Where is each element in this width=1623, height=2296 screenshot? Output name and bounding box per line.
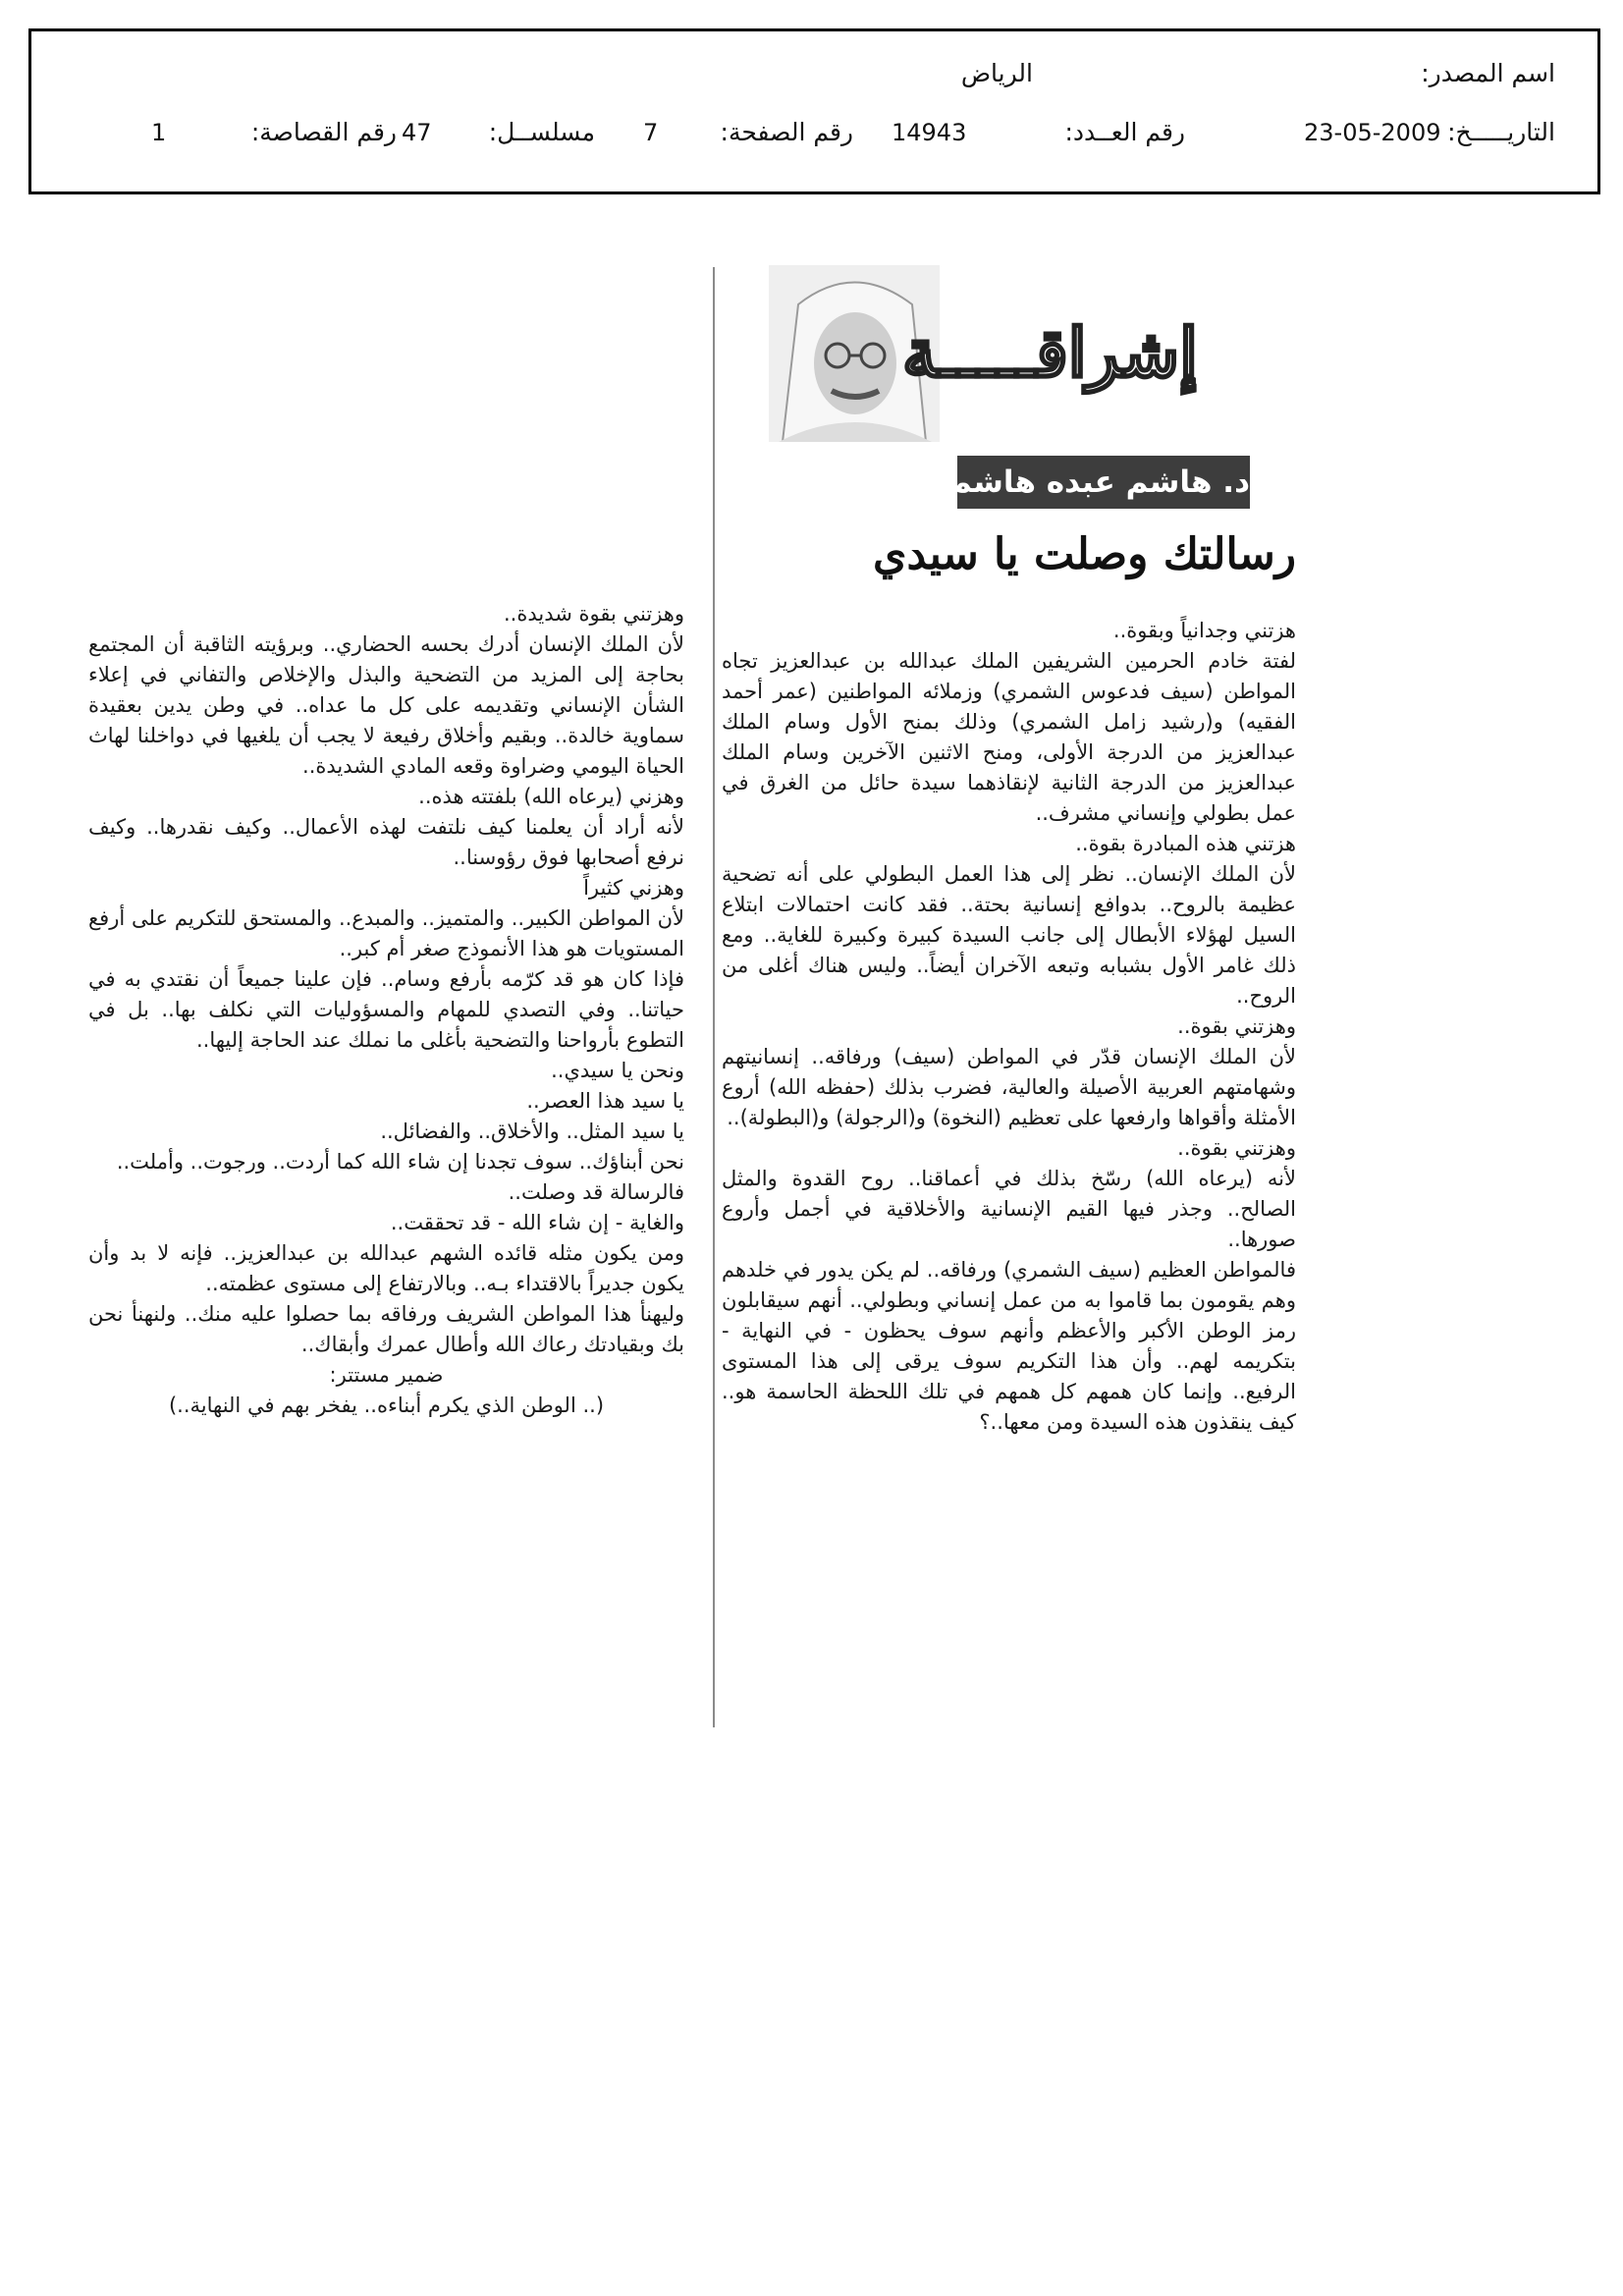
paragraph: لأن الملك الإنسان أدرك بحسه الحضاري.. وبرؤيته الثاقبة أن المجتمع بحاجة إلى المزيد من التضحية والبذل والإخلاص والتفاني في إعلاء الشأن الإنساني وتقديمه على كل ما عداه.. في وطن يدين بعقيدة سماوية خالدة.. وبقيم وأخلاق رفيعة لا يجب أن يلغيها في دواخلنا لهاث الحياة اليومي وضراوة وقعه المادي الشديدة.. (88, 632, 684, 778)
paragraph: فالرسالة قد وصلت.. (508, 1180, 684, 1204)
issue-label: رقم العــدد: (1064, 118, 1185, 146)
issue-value: 14943 (892, 119, 967, 146)
column-divider (713, 267, 715, 1727)
paragraph: لأن الملك الإنسان قدّر في المواطن (سيف) ورفاقه.. إنسانيتهم وشهامتهم العربية الأصيلة والعالية، فضرب بذلك (حفظه الله) أروع الأمثلة وأقواها وارفعها على تعظيم (النخوة) و(الرجولة) و(البطولة).. (722, 1045, 1296, 1129)
paragraph: لأن المواطن الكبير.. والمتميز.. والمبدع.. والمستحق للتكريم على أرفع المستويات هو هذا الأنموذج صغر أم كبر.. (88, 906, 684, 960)
paragraph: فالمواطن العظيم (سيف الشمري) ورفاقه.. لم يكن يدور في خلدهم وهم يقومون بما قاموا به من عمل إنساني وبطولي.. أنهم سيقابلون رمز الوطن الأكبر والأعظم وأنهم سوف يحظون - في النهاية - بتكريمه لهم.. وأن هذا التكريم سوف يرقى إلى هذا المستوى الرفيع.. وإنما كان همهم كل همهم في تلك اللحظة الحاسمة هو.. كيف ينقذون هذه السيدة ومن معها..؟ (722, 1258, 1296, 1434)
date-label: التاريـــــخ: (1447, 118, 1555, 146)
column-name: إشراقـــــة (902, 314, 1198, 393)
paragraph: ضمير مستتر: (329, 1363, 444, 1387)
paragraph: ونحن يا سيدي.. (551, 1059, 684, 1082)
paragraph: لفتة خادم الحرمين الشريفين الملك عبدالله بن عبدالعزيز تجاه المواطن (سيف فدعوس الشمري) وزملائه المواطنين (عمر أحمد الفقيه) و(رشيد زامل الشمري) وذلك بمنح الأول وسام الملك عبدالعزيز من الدرجة الأولى، ومنح الاثنين الآخرين وسام الملك عبدالعزيز من الدرجة الثانية لإنقاذهما سيدة حائل من الغرق في عمل بطولي وإنساني مشرف.. (722, 649, 1296, 825)
paragraph: يا سيد المثل.. والأخلاق.. والفضائل.. (380, 1120, 684, 1143)
article-title: رسالتك وصلت يا سيدي (873, 529, 1296, 579)
clip-label: رقم القصاصة: (250, 118, 397, 146)
paragraph: نحن أبناؤك.. سوف تجدنا إن شاء الله كما أردت.. ورجوت.. وأملت.. (116, 1150, 684, 1174)
serial-label: مسلســل: (488, 118, 595, 146)
serial-value: 47 (402, 119, 432, 146)
article-column-right (722, 616, 1296, 1438)
paragraph: (.. الوطن الذي يكرم أبناءه.. يفخر بهم في النهاية..) (168, 1394, 605, 1417)
paragraph: وهزتني بقوة.. (1177, 1136, 1296, 1160)
paragraph: هزتني وجدانياً وبقوة.. (1112, 619, 1296, 642)
clipping-info-box (28, 28, 1600, 194)
article-column-left (88, 599, 684, 1421)
paragraph: لأنه أراد أن يعلمنا كيف نلتفت لهذه الأعمال.. وكيف نقدرها.. وكيف نرفع أصحابها فوق رؤوسنا.. (88, 815, 684, 869)
paragraph: والغاية - إن شاء الله - قد تحققت.. (390, 1211, 684, 1234)
paragraph: يا سيد هذا العصر.. (526, 1089, 684, 1113)
paragraph: وهزتني بقوة.. (1177, 1014, 1296, 1038)
clip-value: 1 (151, 119, 167, 146)
paragraph: وهزني (يرعاه الله) بلفتته هذه.. (418, 785, 684, 808)
source-value: الرياض (960, 59, 1033, 87)
paragraph: هزتني هذه المبادرة بقوة.. (1075, 832, 1296, 855)
paragraph: فإذا كان هو قد كرّمه بأرفع وسام.. فإن علينا جميعاً أن نقتدي به في حياتنا.. وفي التصدي للمهام والمسؤوليات التي نكلف بها.. بل في التطوع بأرواحنا والتضحية بأغلى ما نملك عند الحاجة إليها.. (88, 967, 684, 1052)
paragraph: لأن الملك الإنسان.. نظر إلى هذا العمل البطولي على أنه تضحية عظيمة بالروح.. بدوافع إنسانية بحتة.. فقد كانت احتمالات ابتلاع السيل لهؤلاء الأبطال إلى جانب السيدة كبيرة وكبيرة للغاية.. ومع ذلك غامر الأول بشبابه وتبعه الآخران أيضاً.. وليس هناك أغلى من الروح.. (722, 862, 1296, 1008)
paragraph: وليهنأ هذا المواطن الشريف ورفاقه بما حصلوا عليه منك.. ولنهنأ نحن بك وبقيادتك رعاك الله وأطال عمرك وأبقاك.. (88, 1302, 684, 1356)
paragraph: وهزني كثيراً (583, 876, 684, 900)
author-name: د. هاشم عبده هاشم (957, 456, 1250, 509)
paragraph: لأنه (يرعاه الله) رسّخ بذلك في أعماقنا.. روح القدوة والمثل الصالح.. وجذر فيها القيم الإنسانية والأخلاقية في أجمل وأروع صورها.. (722, 1167, 1296, 1251)
paragraph: ومن يكون مثله قائده الشهم عبدالله بن عبدالعزيز.. فإنه لا بد وأن يكون جديراً بالاقتداء بـه.. وبالارتفاع إلى مستوى عظمته.. (88, 1241, 684, 1295)
page-label: رقم الصفحة: (720, 118, 853, 146)
date-value: 23-05-2009 (1304, 119, 1441, 146)
page-value: 7 (643, 119, 659, 146)
source-label: اسم المصدر: (1421, 59, 1555, 87)
paragraph: وهزتني بقوة شديدة.. (504, 602, 684, 626)
